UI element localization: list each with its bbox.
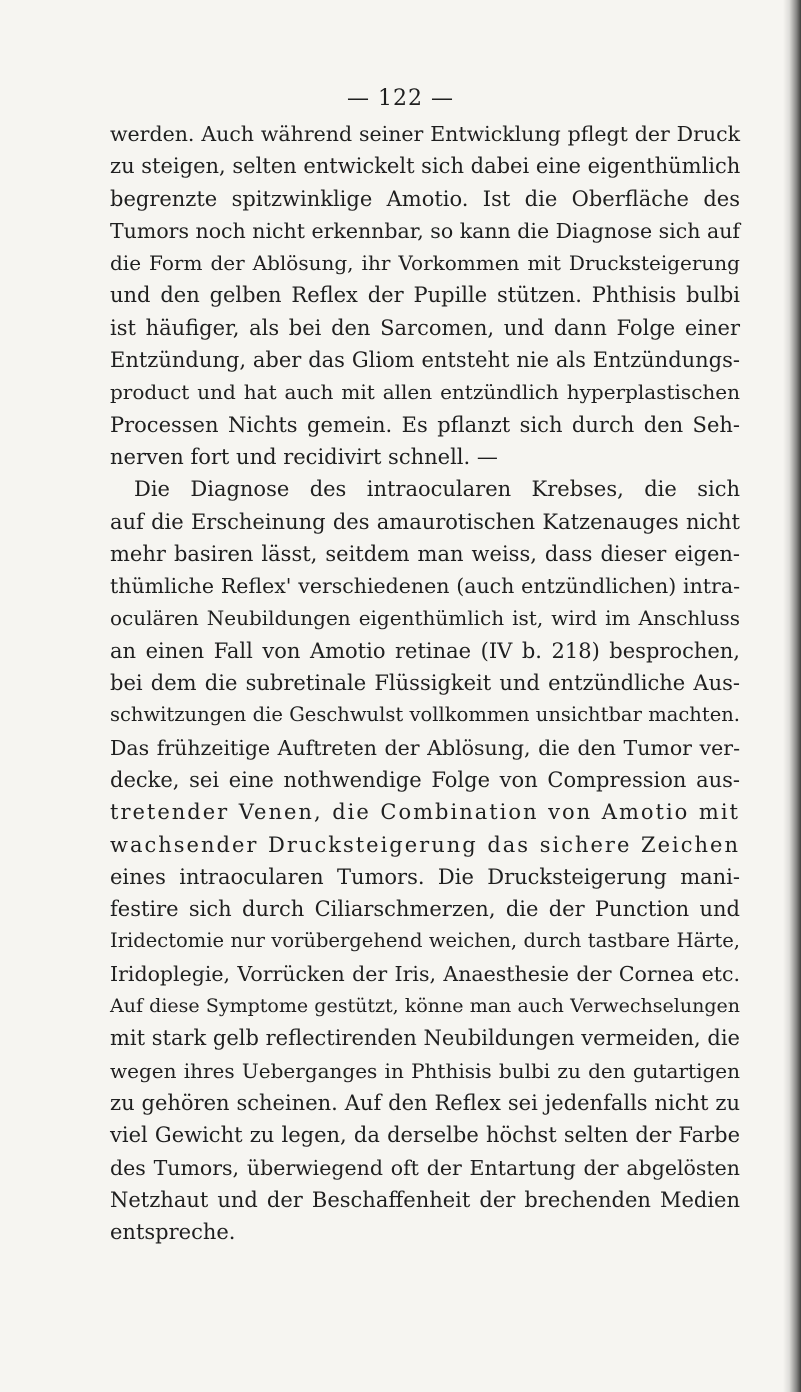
- text-line: Netzhaut und der Beschaffenheit der brechenden Medien: [110, 1187, 740, 1212]
- text-line: entspreche.: [110, 1220, 236, 1245]
- page-edge-shadow: [783, 0, 801, 1392]
- text-line: tretender Venen, die Combination von Amotio mit: [110, 800, 740, 825]
- text-line: wachsender Drucksteigerung das sichere Zeichen: [110, 832, 740, 857]
- text-line: auf die Erscheinung des amaurotischen Katzenauges nicht: [110, 509, 740, 534]
- text-line: Auf diese Symptome gestützt, könne man auch Verwechselungen: [110, 995, 740, 1018]
- text-line: mehr basiren lässt, seitdem man weiss, dass dieser eigen-: [110, 541, 740, 566]
- text-line: begrenzte spitzwinklige Amotio. Ist die Oberfläche des: [110, 186, 740, 211]
- text-line: Die Diagnose des intraocularen Krebses, die sich: [134, 477, 740, 502]
- text-line: und den gelben Reflex der Pupille stützen. Phthisis bulbi: [110, 283, 740, 308]
- text-line: viel Gewicht zu legen, da derselbe höchst selten der Farbe: [110, 1123, 740, 1148]
- text-line: oculären Neubildungen eigenthümlich ist, wird im Anschluss: [110, 606, 740, 631]
- text-line: die Form der Ablösung, ihr Vorkommen mit Drucksteigerung: [110, 251, 740, 276]
- text-line: werden. Auch während seiner Entwicklung pflegt der Druck: [110, 122, 740, 146]
- text-line: Processen Nichts gemein. Es pflanzt sich durch den Seh-: [110, 412, 740, 437]
- text-line: des Tumors, überwiegend oft der Entartung der abgelösten: [110, 1155, 740, 1180]
- page-number: — 122 —: [347, 86, 454, 111]
- text-line: bei dem die subretinale Flüssigkeit und entzündliche Aus-: [110, 671, 740, 696]
- text-line: decke, sei eine nothwendige Folge von Compression aus-: [110, 767, 740, 792]
- text-line: mit stark gelb reflectirenden Neubildungen vermeiden, die: [110, 1026, 740, 1051]
- text-line: product und hat auch mit allen entzündlich hyperplastischen: [110, 380, 740, 405]
- text-line: thümliche Reflex' verschiedenen (auch entzündlichen) intra-: [110, 574, 740, 599]
- text-line: schwitzungen die Geschwulst vollkommen unsichtbar machten.: [110, 703, 740, 727]
- text-line: an einen Fall von Amotio retinae (IV b. 218) besprochen,: [110, 638, 740, 663]
- text-line: zu steigen, selten entwickelt sich dabei eine eigenthümlich: [110, 154, 741, 179]
- body-text: [110, 118, 740, 1248]
- text-line: Tumors noch nicht erkennbar, so kann die Diagnose sich auf: [110, 218, 740, 243]
- text-line: nerven fort und recidivirt schnell. —: [110, 444, 498, 469]
- text-line: Iridoplegie, Vorrücken der Iris, Anaesthesie der Cornea etc.: [110, 961, 740, 986]
- text-line: wegen ihres Ueberganges in Phthisis bulbi zu den gutartigen: [110, 1058, 740, 1083]
- text-line: Entzündung, aber das Gliom entsteht nie als Entzündungs-: [110, 348, 740, 373]
- text-line: zu gehören scheinen. Auf den Reflex sei jedenfalls nicht zu: [110, 1090, 740, 1115]
- text-line: Iridectomie nur vorübergehend weichen, durch tastbare Härte,: [110, 929, 740, 953]
- text-line: Das frühzeitige Auftreten der Ablösung, die den Tumor ver-: [110, 735, 740, 760]
- text-line: festire sich durch Ciliarschmerzen, die der Punction und: [110, 897, 740, 922]
- text-line: ist häufiger, als bei den Sarcomen, und dann Folge einer: [110, 315, 740, 340]
- text-line: eines intraocularen Tumors. Die Drucksteigerung mani-: [110, 864, 740, 889]
